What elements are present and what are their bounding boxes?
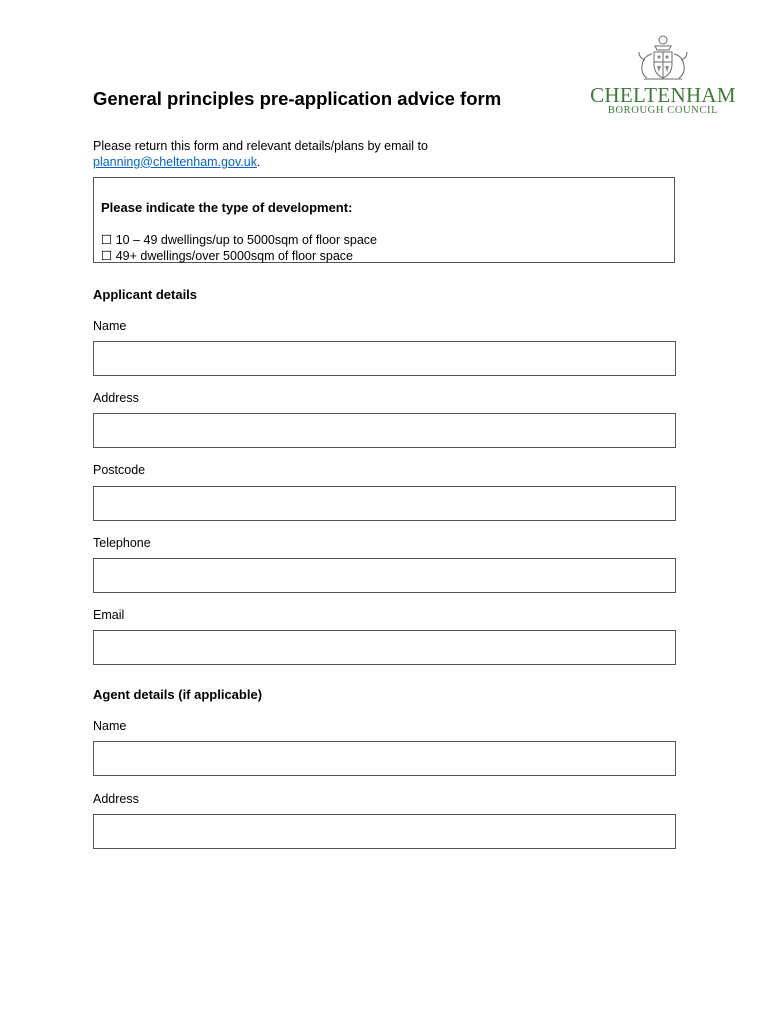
development-option-small[interactable] — [101, 233, 377, 248]
agent-name-input[interactable] — [93, 741, 676, 776]
checkbox-icon[interactable]: ☐ — [101, 233, 113, 247]
agent-details-heading: Agent details (if applicable) — [93, 687, 263, 702]
email-link[interactable]: planning@cheltenham.gov.uk — [93, 154, 257, 169]
applicant-address-input[interactable] — [93, 413, 676, 448]
agent-name-label: Name — [93, 719, 127, 733]
intro-text — [93, 139, 653, 170]
applicant-telephone-label: Telephone — [93, 536, 151, 550]
page-title: General principles pre-application advice form — [93, 88, 502, 109]
development-type-box — [93, 177, 675, 263]
applicant-telephone-input[interactable] — [93, 558, 676, 593]
development-option-large[interactable] — [101, 249, 353, 264]
applicant-postcode-input[interactable] — [93, 486, 676, 521]
council-logo — [583, 34, 743, 118]
coat-of-arms-icon — [635, 34, 691, 82]
applicant-name-label: Name — [93, 319, 127, 333]
applicant-postcode-label: Postcode — [93, 463, 146, 477]
applicant-email-label: Email — [93, 608, 125, 622]
development-option-label: 10 – 49 dwellings/up to 5000sqm of floor space — [115, 233, 377, 247]
agent-address-label: Address — [93, 792, 139, 806]
development-option-label: 49+ dwellings/over 5000sqm of floor space — [115, 249, 353, 263]
intro-sentence: Please return this form and relevant details/plans by email to — [93, 139, 428, 153]
applicant-details-heading: Applicant details — [93, 287, 198, 302]
applicant-name-input[interactable] — [93, 341, 676, 376]
checkbox-icon[interactable]: ☐ — [101, 249, 113, 263]
development-heading: Please indicate the type of development: — [101, 200, 353, 215]
logo-name: CHELTENHAM — [590, 83, 736, 107]
logo-subtitle: BOROUGH COUNCIL — [607, 105, 719, 116]
intro-period: . — [256, 154, 261, 169]
agent-address-input[interactable] — [93, 814, 676, 849]
applicant-email-input[interactable] — [93, 630, 676, 665]
applicant-address-label: Address — [93, 391, 139, 405]
